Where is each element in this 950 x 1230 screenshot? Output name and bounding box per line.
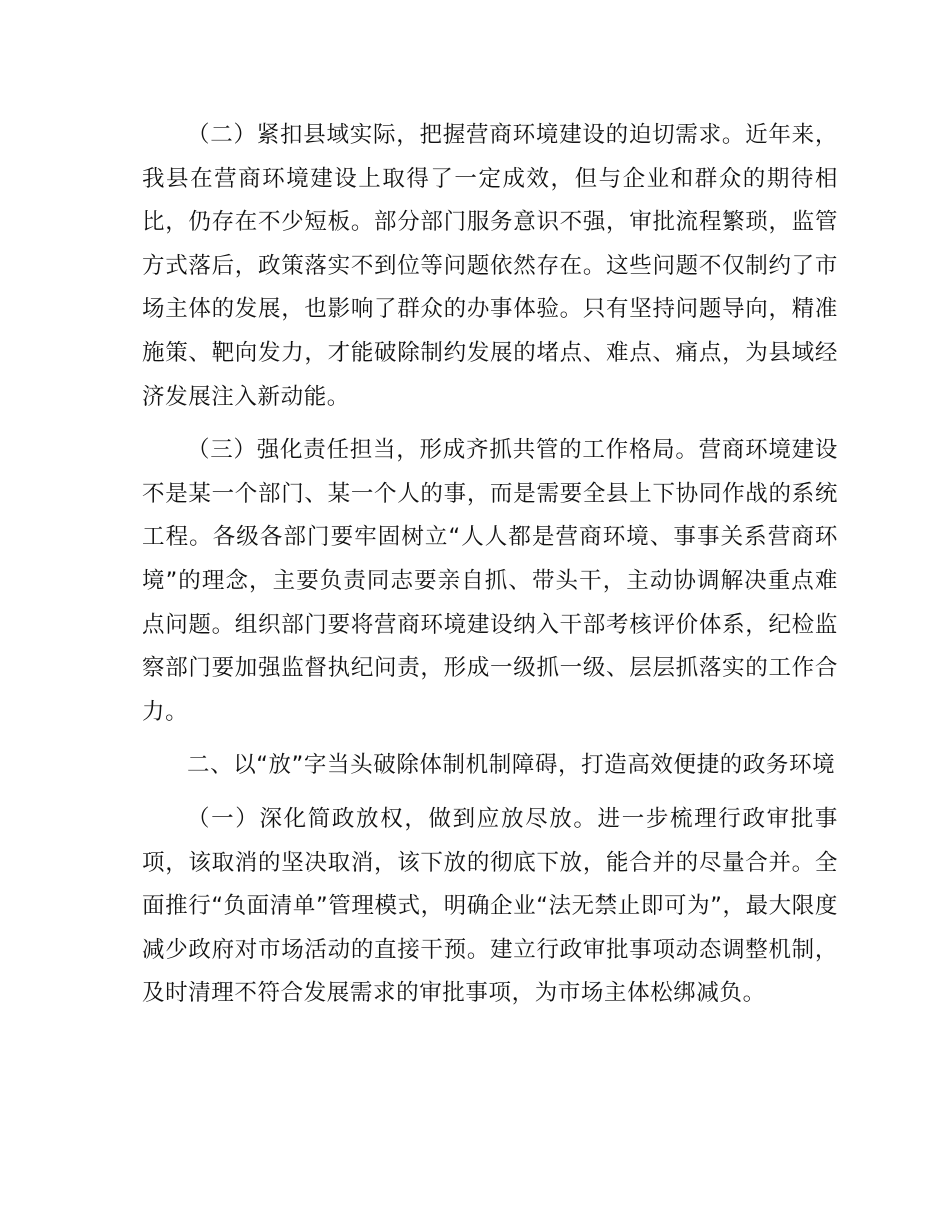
paragraph-1-streamline-administration: （一）深化简政放权，做到应放尽放。进一步梳理行政审批事项，该取消的坚决取消，该下放的彻底下放，能合并的尽量合并。全面推行“负面清单”管理模式，明确企业“法无禁止即可为”，最大限度减少政府对市场活动的直接干预。建立行政审批事项动态调整机制，及时清理不符合发展需求的审批事项，为市场主体松绑减负。 bbox=[142, 805, 838, 1007]
paragraph-2-county-needs: （二）紧扣县域实际，把握营商环境建设的迫切需求。近年来，我县在营商环境建设上取得了一定成效，但与企业和群众的期待相比，仍存在不少短板。部分部门服务意识不强，审批流程繁琐，监管方式落后，政策落实不到位等问题依然存在。这些问题不仅制约了市场主体的发展，也影响了群众的办事体验。只有坚持问题导向，精准施策、靶向发力，才能破除制约发展的堵点、难点、痛点，为县域经济发展注入新动能。 bbox=[142, 122, 838, 410]
paragraph-3-responsibility: （三）强化责任担当，形成齐抓共管的工作格局。营商环境建设不是某一个部门、某一个人的事，而是需要全县上下协同作战的系统工程。各级各部门要牢固树立“人人都是营商环境、事事关系营商环境”的理念，主要负责同志要亲自抓、带头干，主动协调解决重点难点问题。组织部门要将营商环境建设纳入干部考核评价体系，纪检监察部门要加强监督执纪问责，形成一级抓一级、层层抓落实的工作合力。 bbox=[142, 437, 838, 725]
section-heading-2: 二、以“放”字当头破除体制机制障碍，打造高效便捷的政务环境 bbox=[187, 752, 836, 779]
